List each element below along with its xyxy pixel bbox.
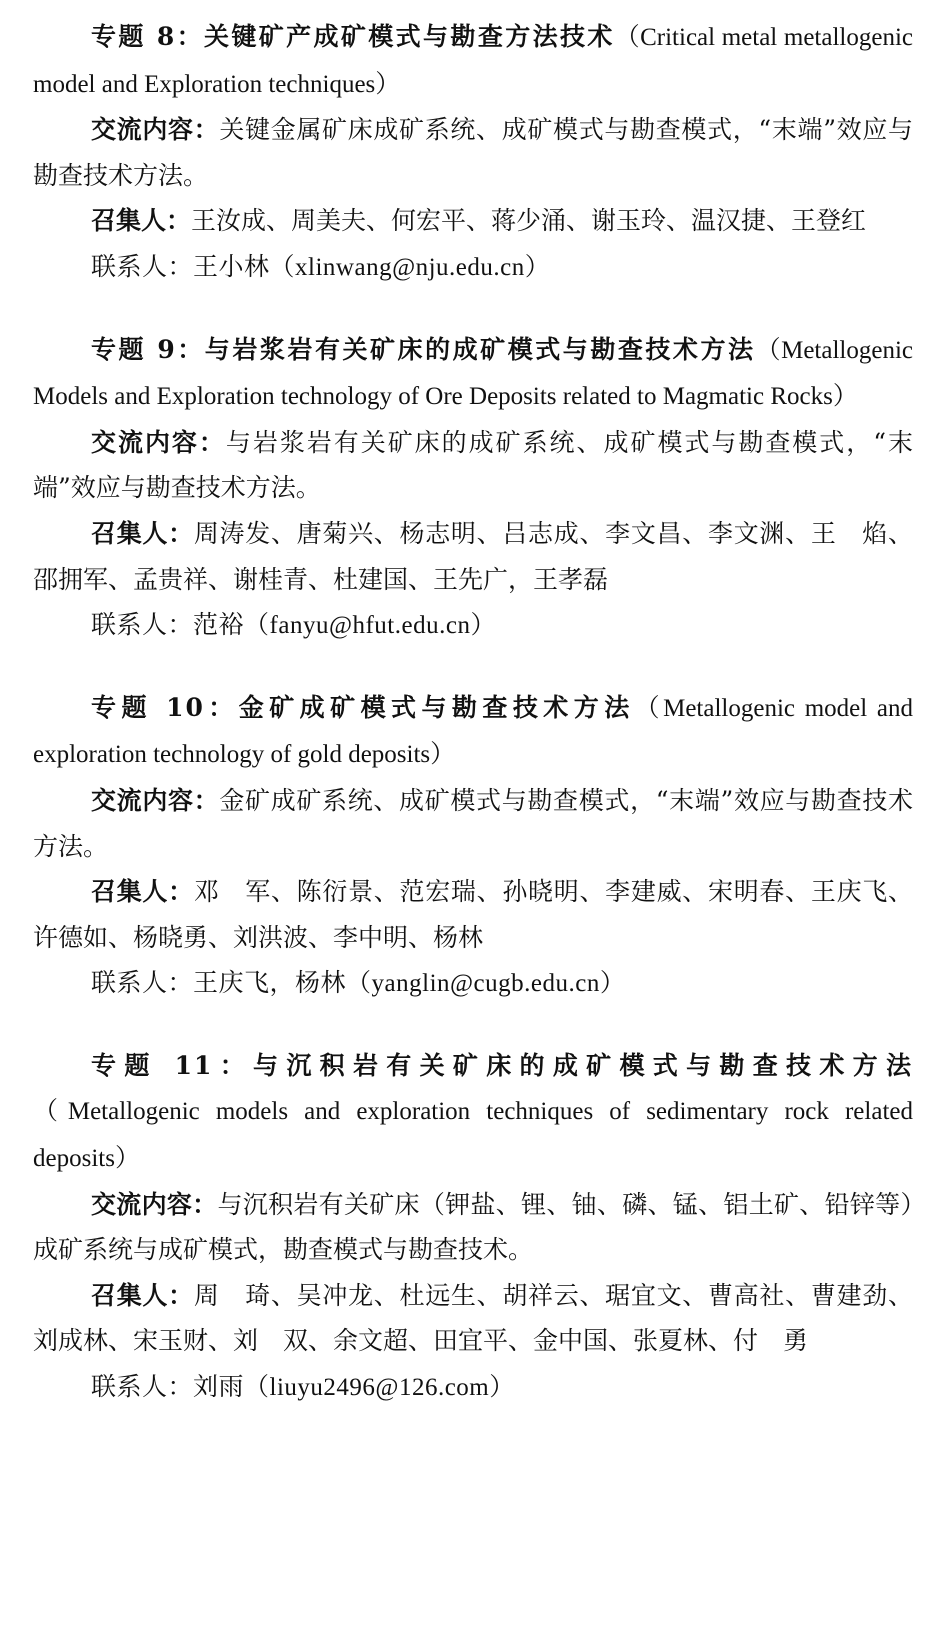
topic-contact [33, 602, 913, 649]
topic-conveners [33, 1273, 913, 1364]
contact-label: 联系人： [91, 1372, 194, 1402]
content-text: 与沉积岩有关矿床（钾盐、锂、铀、磷、锰、铝土矿、铅锌等）成矿系统与成矿模式，勘查模式与勘查技术。 [33, 1189, 913, 1265]
topic-section-11 [33, 1043, 913, 1411]
content-label: 交流内容： [91, 785, 220, 815]
contact-email: （xlinwang@nju.edu.cn） [269, 253, 551, 281]
content-label: 交流内容： [91, 115, 220, 145]
contact-email: （liuyu2496@126.com） [244, 1374, 515, 1402]
topic-conveners [33, 198, 913, 244]
contact-email: （yanglin@cugb.edu.cn） [346, 970, 626, 998]
content-label: 交流内容： [91, 427, 226, 457]
conveners-label: 召集人： [91, 877, 194, 907]
contact-label: 联系人： [91, 251, 194, 281]
topic-title [33, 327, 913, 420]
contact-name: 范裕 [193, 610, 245, 640]
contact-name: 刘雨 [193, 1372, 245, 1402]
topic-title [33, 1043, 913, 1182]
topic-title-en: （Metallogenic models and exploration techniques of sedimentary rock related deposits） [33, 1098, 913, 1173]
document-page [33, 14, 913, 1411]
conveners-label: 召集人： [91, 1280, 194, 1310]
conveners-text: 邓 军、陈衍景、范宏瑞、孙晓明、李建威、宋明春、王庆飞、许德如、杨晓勇、刘洪波、李中明、杨林 [33, 877, 913, 952]
topic-contact [33, 960, 913, 1007]
content-label: 交流内容： [91, 1189, 218, 1219]
conveners-label: 召集人： [91, 518, 194, 548]
topic-section-9 [33, 327, 913, 649]
topic-content [33, 1182, 913, 1273]
content-text: 金矿成矿系统、成矿模式与勘查模式，“末端”效应与勘查技术方法。 [33, 785, 913, 861]
topic-section-8 [33, 14, 913, 291]
topic-title-cn: 专题 11：与沉积岩有关矿床的成矿模式与勘查技术方法 [91, 1050, 913, 1080]
topic-title-cn: 专题 10：金矿成矿模式与勘查技术方法 [91, 692, 635, 722]
topic-title-en: （Metallogenic Models and Exploration technology of Ore Deposits related to Magmatic Rocks） [33, 336, 913, 411]
conveners-text: 周 琦、吴冲龙、杜远生、胡祥云、琚宜文、曹高社、曹建劲、刘成林、宋玉财、刘 双、余文超、田宜平、金中国、张夏林、付 勇 [33, 1280, 913, 1356]
topic-title [33, 685, 913, 778]
contact-label: 联系人： [91, 968, 194, 998]
topic-title-cn: 专题 9：与岩浆岩有关矿床的成矿模式与勘查技术方法 [91, 334, 756, 364]
topic-title-cn: 专题 8：关键矿产成矿模式与勘查方法技术 [91, 22, 615, 51]
content-text: 关键金属矿床成矿系统、成矿模式与勘查模式，“末端”效应与勘查技术方法。 [33, 115, 913, 190]
topic-title-en: （Metallogenic model and exploration technology of gold deposits） [33, 694, 913, 769]
conveners-label: 召集人： [91, 206, 192, 236]
topic-contact [33, 244, 913, 291]
topic-section-10 [33, 685, 913, 1007]
content-text: 与岩浆岩有关矿床的成矿系统、成矿模式与勘查模式，“末端”效应与勘查技术方法。 [33, 427, 913, 503]
conveners-text: 王汝成、周美夫、何宏平、蒋少涌、谢玉玲、温汉捷、王登红 [191, 206, 867, 236]
contact-name: 王小林 [193, 251, 270, 281]
topic-contact [33, 1364, 913, 1411]
contact-name: 王庆飞，杨林 [193, 968, 347, 998]
topic-conveners [33, 869, 913, 960]
contact-label: 联系人： [91, 610, 194, 640]
topic-conveners [33, 511, 913, 602]
topic-title-en: （Critical metal metallogenic model and Exploration techniques） [33, 24, 913, 98]
topic-title [33, 14, 913, 107]
contact-email: （fanyu@hfut.edu.cn） [244, 612, 496, 640]
conveners-text: 周涛发、唐菊兴、杨志明、吕志成、李文昌、李文渊、王 焰、邵拥军、孟贵祥、谢桂青、杜建国、王先广，王孝磊 [33, 518, 913, 594]
topic-content [33, 778, 913, 869]
topic-content [33, 107, 913, 198]
topic-content [33, 420, 913, 511]
